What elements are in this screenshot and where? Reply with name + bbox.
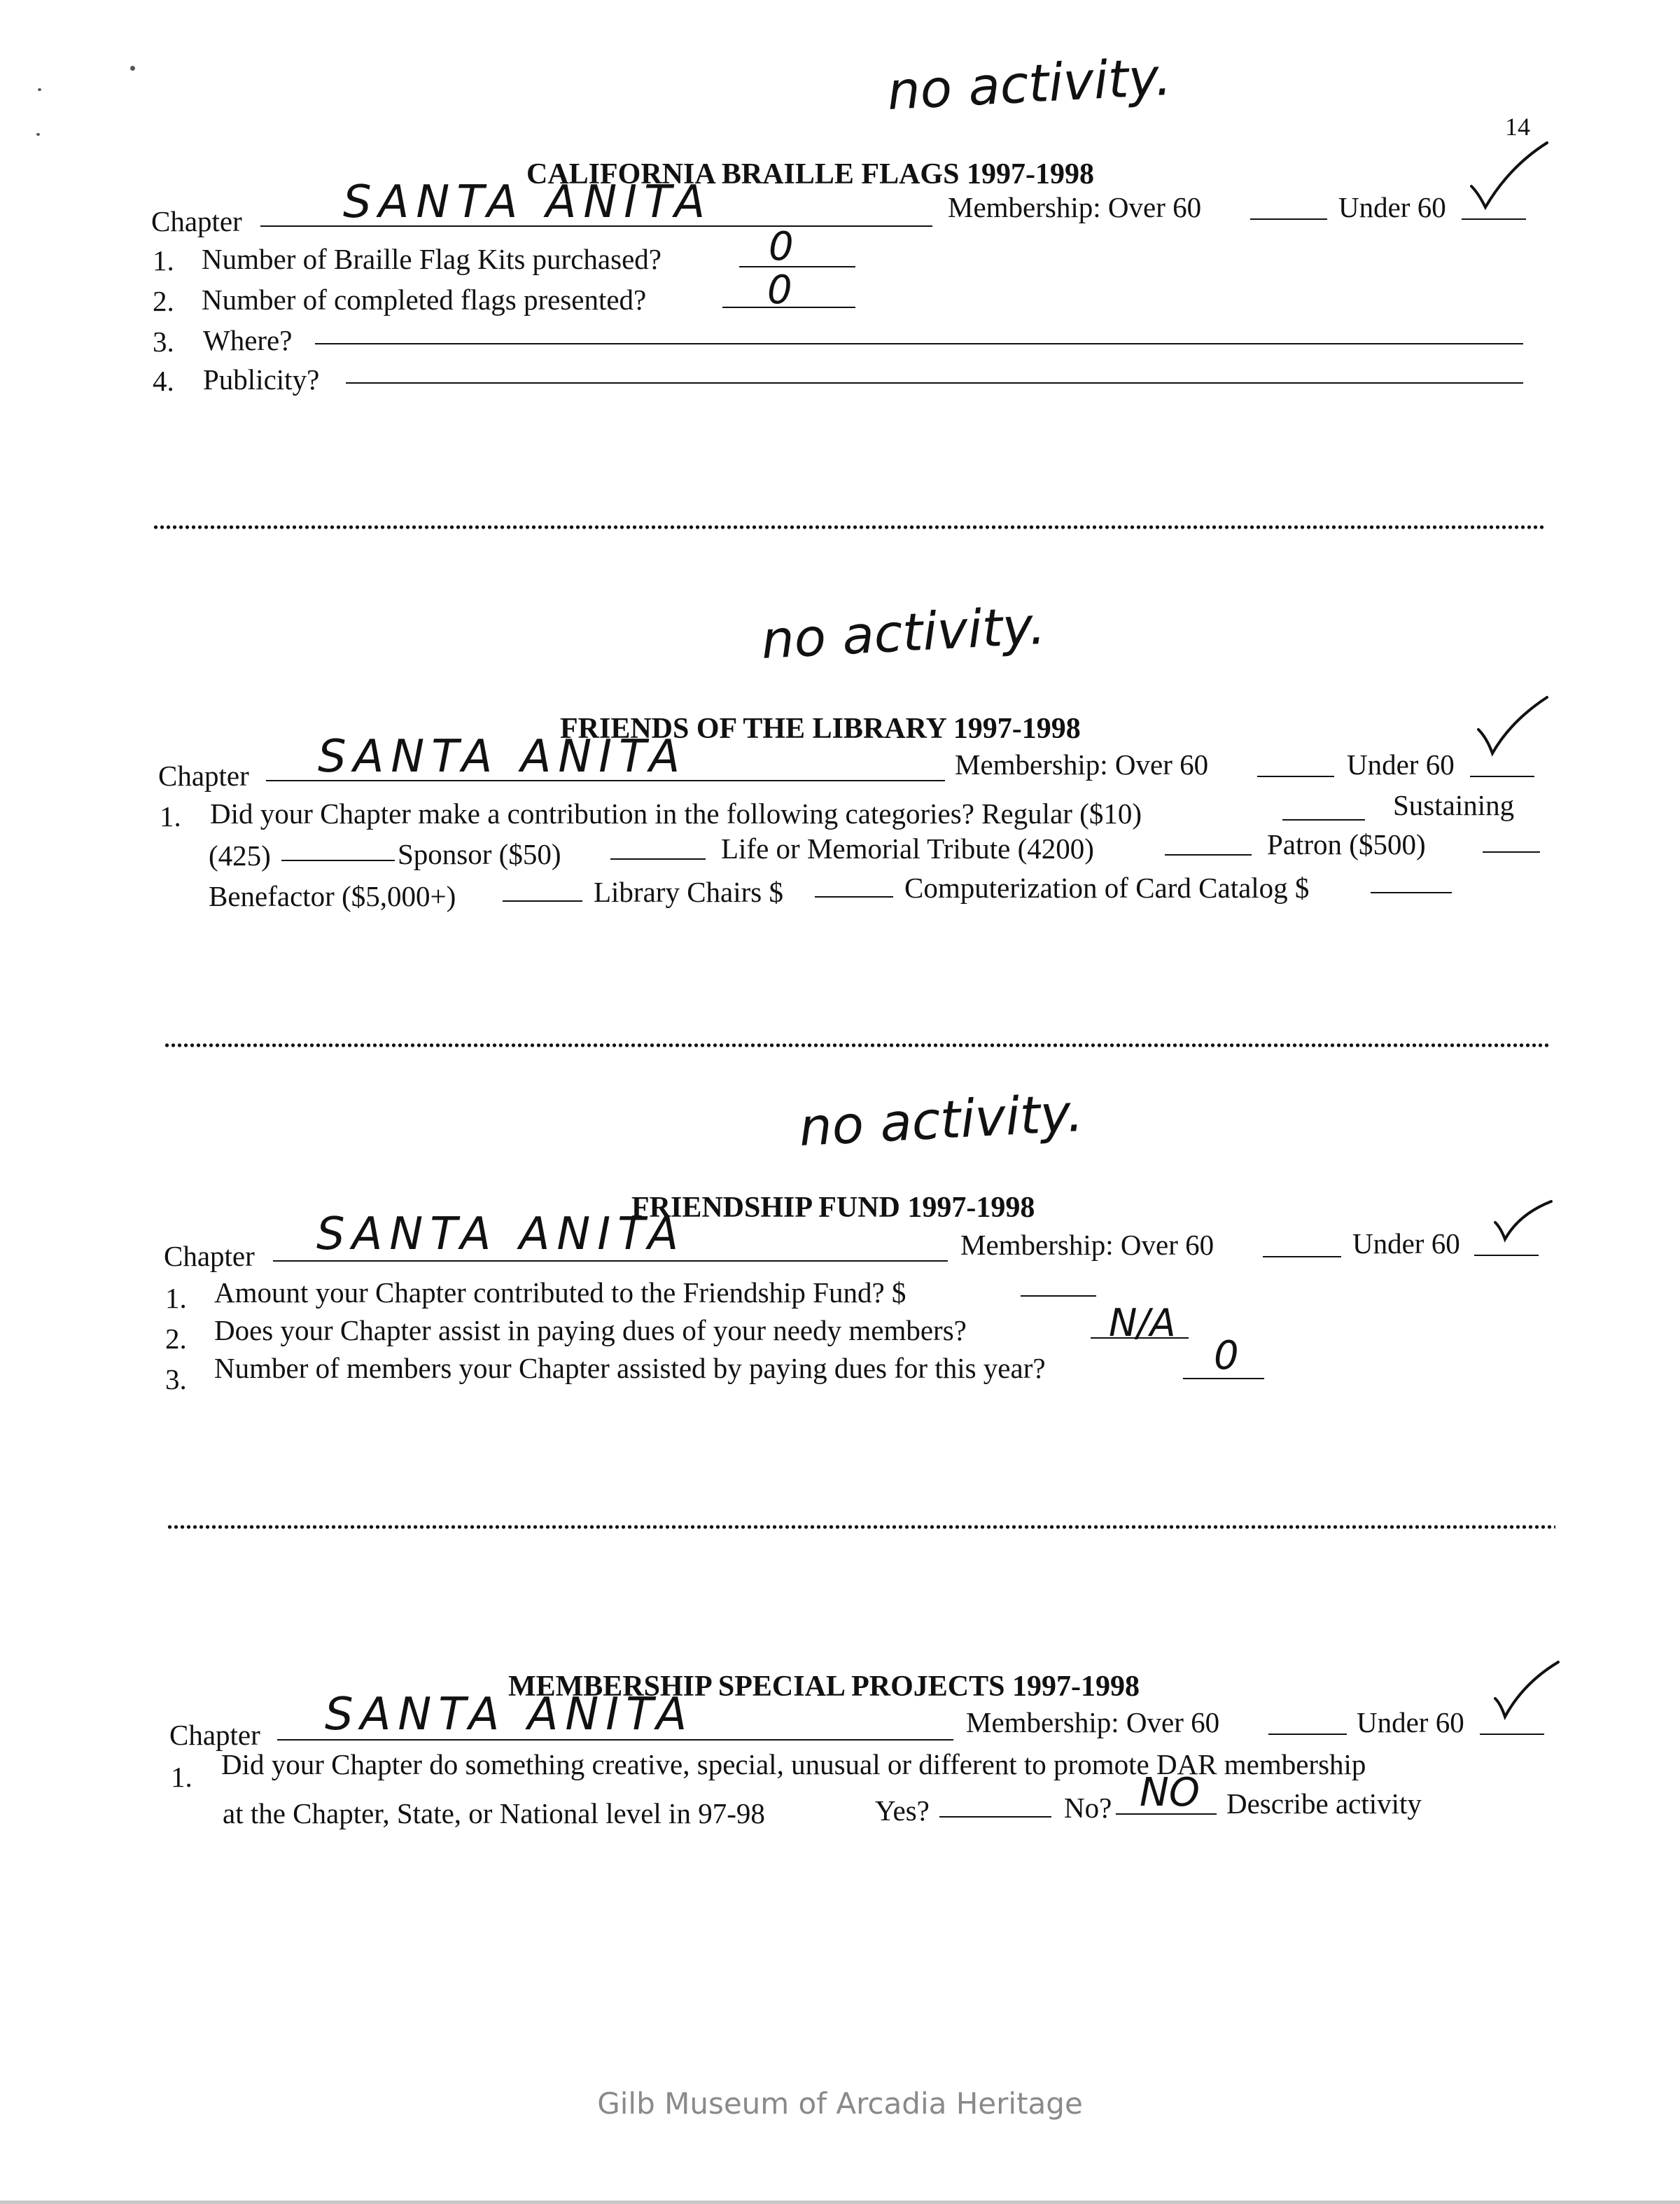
answer-value: 0 xyxy=(1214,1333,1239,1379)
question-text: Number of completed flags presented? xyxy=(202,284,647,316)
yes-label: Yes? xyxy=(875,1794,930,1827)
scan-speck xyxy=(36,133,40,136)
handwritten-note: no activity. xyxy=(760,595,1047,671)
answer-value: 0 xyxy=(769,224,794,270)
membership-under-blank xyxy=(1480,1734,1544,1735)
checkmark-icon xyxy=(1467,139,1551,216)
card-catalog-blank xyxy=(1371,892,1452,893)
handwritten-note: no activity. xyxy=(797,1082,1085,1158)
chapter-blank xyxy=(273,1260,948,1262)
membership-over-label: Membership: Over 60 xyxy=(966,1706,1220,1738)
membership-over-blank xyxy=(1257,776,1334,777)
membership-over-blank xyxy=(1268,1734,1347,1735)
scan-speck xyxy=(38,88,41,91)
checkmark-icon xyxy=(1491,1197,1554,1246)
option-label: Computerization of Card Catalog $ xyxy=(904,872,1310,904)
answer-blank xyxy=(1021,1295,1096,1297)
chapter-label: Chapter xyxy=(164,1240,255,1272)
chapter-value: SANTA ANITA xyxy=(325,1689,694,1741)
question-text: at the Chapter, State, or National level in 97-98 xyxy=(223,1797,765,1829)
question-text: Number of Braille Flag Kits purchased? xyxy=(202,243,662,275)
sponsor-blank xyxy=(610,858,706,860)
membership-under-label: Under 60 xyxy=(1352,1227,1460,1260)
section-title: MEMBERSHIP SPECIAL PROJECTS 1997-1998 xyxy=(508,1671,1140,1703)
option-label: Sponsor ($50) xyxy=(398,838,561,870)
option-label: (425) xyxy=(209,839,271,872)
memorial-blank xyxy=(1165,854,1252,856)
handwritten-note: no activity. xyxy=(886,46,1173,122)
regular-blank xyxy=(1282,819,1365,821)
question-text: Publicity? xyxy=(203,363,320,396)
question-number: 2. xyxy=(165,1323,187,1355)
membership-over-label: Membership: Over 60 xyxy=(960,1229,1214,1261)
option-label: Patron ($500) xyxy=(1267,828,1426,860)
scan-edge xyxy=(0,2200,1680,2204)
section-divider xyxy=(167,1525,1555,1529)
membership-under-label: Under 60 xyxy=(1357,1706,1464,1738)
answer-blank xyxy=(346,382,1523,384)
question-number: 1. xyxy=(160,800,181,832)
museum-footer: Gilb Museum of Arcadia Heritage xyxy=(597,2086,1083,2121)
chapter-value: SANTA ANITA xyxy=(318,731,687,783)
section-title: FRIENDSHIP FUND 1997-1998 xyxy=(631,1192,1035,1224)
chapter-label: Chapter xyxy=(169,1719,260,1751)
question-number: 3. xyxy=(165,1363,187,1395)
membership-under-blank xyxy=(1474,1255,1539,1256)
membership-under-blank xyxy=(1470,776,1534,777)
option-label: Life or Memorial Tribute (4200) xyxy=(721,832,1094,865)
question-text: Where? xyxy=(203,324,293,356)
question-text: Amount your Chapter contributed to the Friendship Fund? $ xyxy=(214,1276,906,1309)
chapter-label: Chapter xyxy=(158,760,249,792)
yes-blank xyxy=(939,1816,1051,1818)
answer-value: 0 xyxy=(767,267,792,313)
patron-blank xyxy=(1483,851,1540,853)
question-number: 4. xyxy=(153,365,174,397)
question-text: Did your Chapter do something creative, special, unusual or different to promote DAR membership xyxy=(221,1748,1366,1780)
membership-under-label: Under 60 xyxy=(1338,191,1446,223)
sustaining-label: Sustaining xyxy=(1393,789,1515,821)
page-number: 14 xyxy=(1505,113,1530,141)
question-text: Number of members your Chapter assisted by paying dues for this year? xyxy=(214,1352,1046,1384)
membership-over-label: Membership: Over 60 xyxy=(955,748,1209,781)
describe-label: Describe activity xyxy=(1226,1787,1422,1820)
membership-under-label: Under 60 xyxy=(1347,748,1455,781)
question-number: 3. xyxy=(153,326,174,358)
question-number: 1. xyxy=(165,1282,187,1314)
benefactor-blank xyxy=(503,900,582,902)
no-answer: NO xyxy=(1140,1770,1200,1815)
answer-blank xyxy=(315,343,1523,344)
membership-over-label: Membership: Over 60 xyxy=(948,191,1202,223)
sustaining-blank xyxy=(281,860,395,861)
scan-speck xyxy=(130,66,135,71)
chapter-label: Chapter xyxy=(151,205,242,237)
section-title: CALIFORNIA BRAILLE FLAGS 1997-1998 xyxy=(526,158,1094,190)
checkmark-icon xyxy=(1491,1658,1561,1728)
option-label: Benefactor ($5,000+) xyxy=(209,880,456,912)
chapter-value: SANTA ANITA xyxy=(343,176,713,228)
question-text: Does your Chapter assist in paying dues of your needy members? xyxy=(214,1314,967,1346)
answer-value: N/A xyxy=(1109,1301,1176,1345)
membership-under-blank xyxy=(1462,218,1526,220)
question-number: 2. xyxy=(153,285,174,317)
no-label: No? xyxy=(1064,1792,1112,1824)
answer-blank xyxy=(739,266,855,267)
question-number: 1. xyxy=(171,1761,192,1793)
library-chairs-blank xyxy=(815,896,893,898)
section-divider xyxy=(164,1043,1550,1047)
section-title: FRIENDS OF THE LIBRARY 1997-1998 xyxy=(560,713,1081,745)
chapter-value: SANTA ANITA xyxy=(316,1208,686,1260)
question-text: Did your Chapter make a contribution in the following categories? Regular ($10) xyxy=(210,797,1142,830)
option-label: Library Chairs $ xyxy=(594,876,783,908)
section-divider xyxy=(153,525,1546,529)
question-number: 1. xyxy=(153,244,174,277)
membership-over-blank xyxy=(1250,218,1327,220)
membership-over-blank xyxy=(1263,1256,1341,1257)
checkmark-icon xyxy=(1474,693,1551,770)
